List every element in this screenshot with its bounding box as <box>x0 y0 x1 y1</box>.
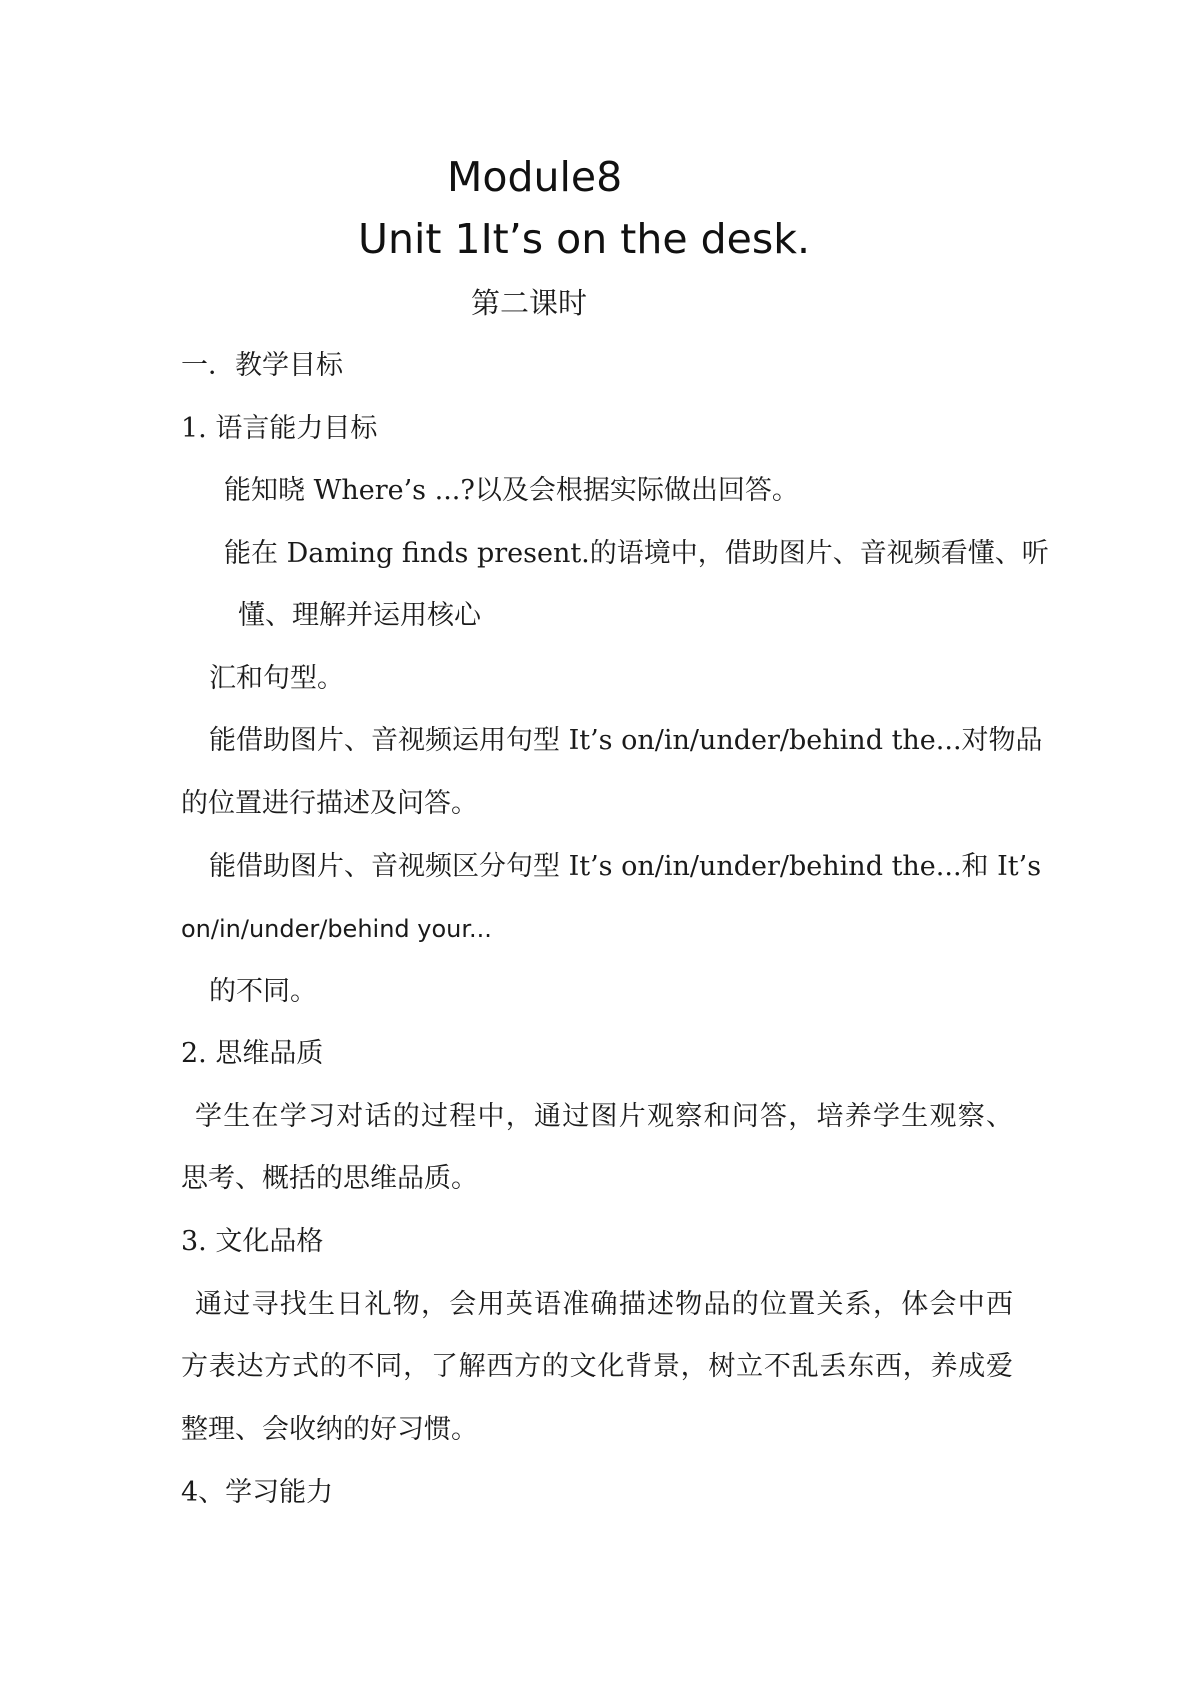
goal1-item4-line1: 能借助图片、音视频区分句型 It’s on/in/under/behind the...和 It’s <box>209 851 1042 882</box>
goal-heading-cultural-character: 3. 文化品格 <box>181 1226 324 1257</box>
lesson-title: 第二课时 <box>471 286 588 320</box>
goal3-line1: 通过寻找生日礼物，会用英语准确描述物品的位置关系，体会中西 <box>195 1289 1013 1320</box>
unit-title: Unit 1It’s on the desk. <box>358 215 810 263</box>
goal1-item3-line2: 的位置进行描述及问答。 <box>181 788 478 819</box>
goal2-line2: 思考、概括的思维品质。 <box>181 1163 478 1194</box>
goal3-line3: 整理、会收纳的好习惯。 <box>181 1414 478 1445</box>
goal1-item4-line3: 的不同。 <box>209 976 317 1007</box>
module-title: Module8 <box>447 153 623 201</box>
goal1-item2-line2: 懂、理解并运用核心 <box>238 600 481 631</box>
goal-heading-language-ability: 1. 语言能力目标 <box>181 413 378 444</box>
goal1-item2-line3: 汇和句型。 <box>209 663 344 694</box>
goal-heading-thinking-quality: 2. 思维品质 <box>181 1038 324 1069</box>
goal3-line2: 方表达方式的不同，了解西方的文化背景，树立不乱丢东西，养成爱 <box>181 1351 1013 1382</box>
goal1-item1: 能知晓 Where’s ...?以及会根据实际做出回答。 <box>224 475 799 506</box>
section-heading-teaching-goals: 一．教学目标 <box>181 350 343 381</box>
goal1-item3-line1: 能借助图片、音视频运用句型 It’s on/in/under/behind the...对物品 <box>209 725 1043 756</box>
goal1-item2-line1: 能在 Daming finds present.的语境中，借助图片、音视频看懂、听 <box>224 538 1049 569</box>
goal2-line1: 学生在学习对话的过程中，通过图片观察和问答，培养学生观察、 <box>195 1101 1013 1132</box>
goal1-item4-line2: on/in/under/behind your... <box>181 915 492 943</box>
goal-heading-learning-ability: 4、学习能力 <box>181 1477 334 1508</box>
